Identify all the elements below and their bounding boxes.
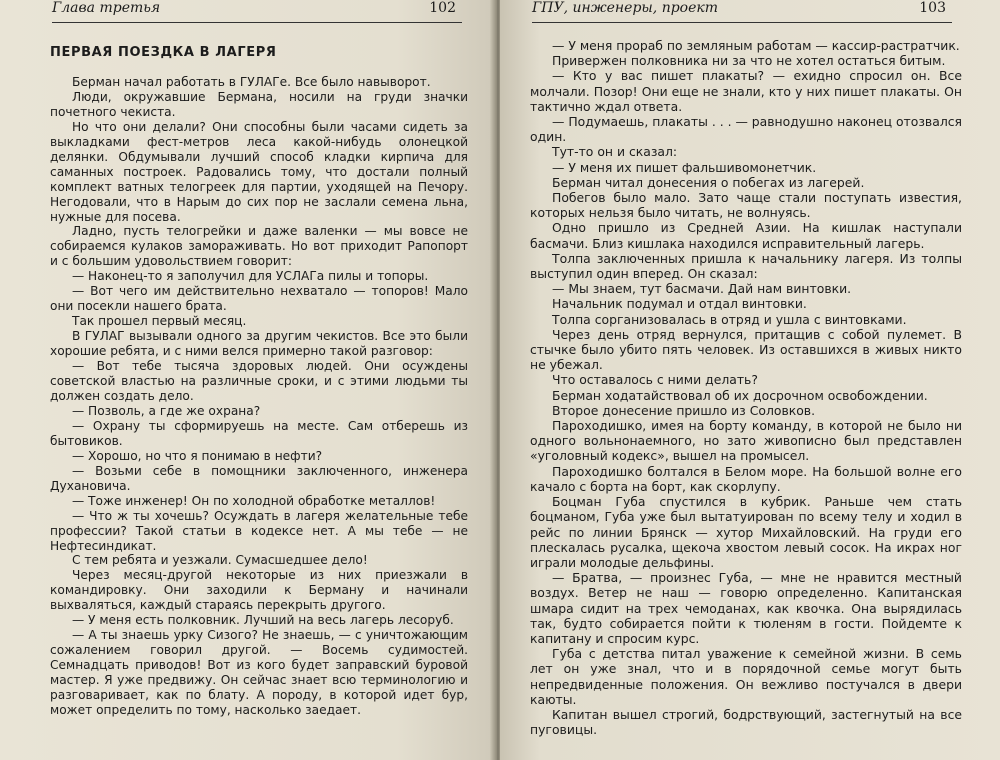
paragraph: В ГУЛАГ вызывали одного за другим чекистов. Все это были хорошие ребята, и с ними велся примерно такой разговор:	[50, 329, 468, 359]
paragraph: С тем ребята и уезжали. Сумасшедшее дело!	[72, 553, 368, 568]
paragraph: Люди, окружавшие Бермана, носили на груди значки почетного чекиста.	[50, 89, 468, 119]
paragraph: Берман начал работать в ГУЛАГе. Все было навыворот.	[72, 74, 431, 89]
right-page	[500, 0, 1000, 760]
left-page-body	[50, 46, 468, 718]
paragraph: Пароходишко, имея на борту команду, в которой не было ни одного вольнонаемного, но зато живописно был представлен «уголовный кодекс», вышел на промысел.	[530, 418, 962, 464]
right-header-title: ГПУ, инженеры, проект	[532, 0, 719, 16]
paragraph: — Тоже инженер! Он по холодной обработке металлов!	[72, 493, 436, 508]
paragraph: — Подумаешь, плакаты . . . — равнодушно наконец отозвался один.	[530, 114, 963, 145]
paragraph: — Охрану ты сформируешь на месте. Сам отберешь из бытовиков.	[50, 418, 468, 448]
paragraph: Боцман Губа спустился в кубрик. Раньше чем стать боцманом, Губа уже был вытатуирован по всему телу и ходил в рейс по линии Брянск — хутор Михайловский. На груди его плескалась русалка, щекоча хвостом левый сосок. На икрах ног играли молодые дельфины.	[530, 494, 962, 570]
paragraph: Капитан вышел строгий, бодрствующий, застегнутый на все пуговицы.	[530, 706, 962, 738]
left-header-title: Глава третья	[52, 0, 161, 16]
paragraph: Через месяц-другой некоторые из них приезжали в командировку. Они заходили к Берману и начинали выхваляться, каждый стараясь перекрыть другого.	[50, 568, 468, 613]
paragraph: — Мы знаем, тут басмачи. Дай нам винтовки.	[552, 281, 852, 297]
paragraph: — Вот тебе тысяча здоровых людей. Они осуждены советской властью на различные сроки, и с этими людьми ты должен создать дело.	[50, 359, 468, 403]
paragraph: Берман читал донесения о побегах из лагерей.	[552, 174, 865, 190]
paragraph: Губа с детства питал уважение к семейной жизни. В семь лет он уже знал, что и в порядочной семье могут быть непредвиденные положения. Он вежливо постучался в двери каюты.	[530, 646, 962, 707]
section-title: ПЕРВАЯ ПОЕЗДКА В ЛАГЕРЯ	[50, 45, 277, 60]
paragraph: Толпа заключенных пришла к начальнику лагеря. Из толпы выступил один вперед. Он сказал:	[530, 250, 962, 282]
paragraph: — Возьми себе в помощники заключенного, инженера Духановича.	[50, 463, 468, 493]
paragraph: Привержен полковника ни за что не хотел остаться битым.	[552, 53, 946, 69]
paragraph: — Хорошо, но что я понимаю в нефти?	[72, 448, 323, 463]
paragraph: Что оставалось с ними делать?	[552, 372, 758, 388]
paragraph: — У меня есть полковник. Лучший на весь лагерь лесоруб.	[72, 613, 454, 628]
paragraph: — У меня их пишет фальшивомонетчик.	[552, 159, 817, 175]
paragraph: Берман ходатайствовал об их досрочном освобождении.	[552, 387, 928, 403]
paragraph: Побегов было мало. Зато чаще стали поступать известия, которых нельзя было читать, не волнуясь.	[530, 190, 962, 221]
paragraph: Толпа сорганизовалась в отряд и ушла с винтовками.	[552, 311, 907, 327]
left-running-header	[52, 0, 462, 23]
paragraph: — Кто у вас пишет плакаты? — ехидно спросил он. Все молчали. Позор! Они еще не знали, кто у них пишет плакаты. Он тактично ждал ответа.	[530, 68, 962, 114]
paragraph: — Вот чего им действительно нехватало — топоров! Мало они посекли нашего брата.	[50, 284, 468, 314]
paragraph: Через день отряд вернулся, притащив с собой пулемет. В стычке было убито пять человек. Из оставшихся в живых никто не убежал.	[530, 326, 962, 373]
right-page-number: 103	[919, 0, 946, 16]
paragraph: Пароходишко болтался в Белом море. На большой волне его качало с борта на борт, как скорлупу.	[530, 463, 962, 494]
paragraph: — Позволь, а где же охрана?	[72, 403, 261, 418]
paragraph: — А ты знаешь урку Сизого? Не знаешь, — с уничтожающим сожалением говорил другой. — Восемь судимостей. Семнадцать приводов! Вот из кого будет заправский буровой мастер. Я уже предвижу. Он сейчас знает всю терминологию и разговаривает, как по блату. А породу, в которой идет бур, может определить по тому, насколько заедает.	[50, 628, 468, 717]
right-paragraphs	[530, 38, 962, 737]
paragraph: Начальник подумал и отдал винтовки.	[552, 296, 807, 312]
left-page	[0, 0, 496, 760]
paragraph: Тут-то он и сказал:	[552, 144, 678, 160]
paragraph: — У меня прораб по земляным работам — кассир-растратчик.	[552, 38, 960, 53]
right-running-header	[532, 0, 952, 23]
paragraph: Ладно, пусть телогрейки и даже валенки — мы вовсе не собираемся кулаков замораживать. Но вот приходит Рапопорт и с большим удовольствием говорит:	[50, 224, 468, 269]
paragraph: Одно пришло из Средней Азии. На кишлак наступали басмачи. Близ кишлака находился исправительный лагерь.	[530, 220, 962, 251]
right-page-body	[530, 38, 962, 737]
paragraph: Но что они делали? Они способны были часами сидеть за выкладками фест-метров леса какой-нибудь олонецкой делянки. Обдумывали лучший способ кладки кирпича для саманных построек. Радовались тому, что достали полный комплект ватных телогреек для партии, уходящей на Печору. Негодовали, что в Нарым до сих пор не заслали семена льна, нужные для посева.	[50, 119, 468, 224]
paragraph: Второе донесение пришло из Соловков.	[552, 402, 816, 418]
left-paragraphs	[50, 75, 468, 718]
paragraph: Так прошел первый месяц.	[72, 314, 247, 329]
paragraph: — Наконец-то я заполучил для УСЛАГа пилы и топоры.	[72, 269, 429, 284]
left-page-number: 102	[429, 0, 456, 16]
paragraph: — Братва, — произнес Губа, — мне не нравится местный воздух. Ветер не наш — говорю определенно. Капитанская шмара сидит на трех чемоданах, как квочка. Она вырядилась так, будто собирается пойти к тюленям в гости. Пойдемте к капитану и спросим курс.	[530, 570, 962, 646]
paragraph: — Что ж ты хочешь? Осуждать в лагеря желательные тебе профессии? Такой статьи в кодексе нет. А мы тебе — не Нефтесиндикат.	[50, 508, 468, 553]
